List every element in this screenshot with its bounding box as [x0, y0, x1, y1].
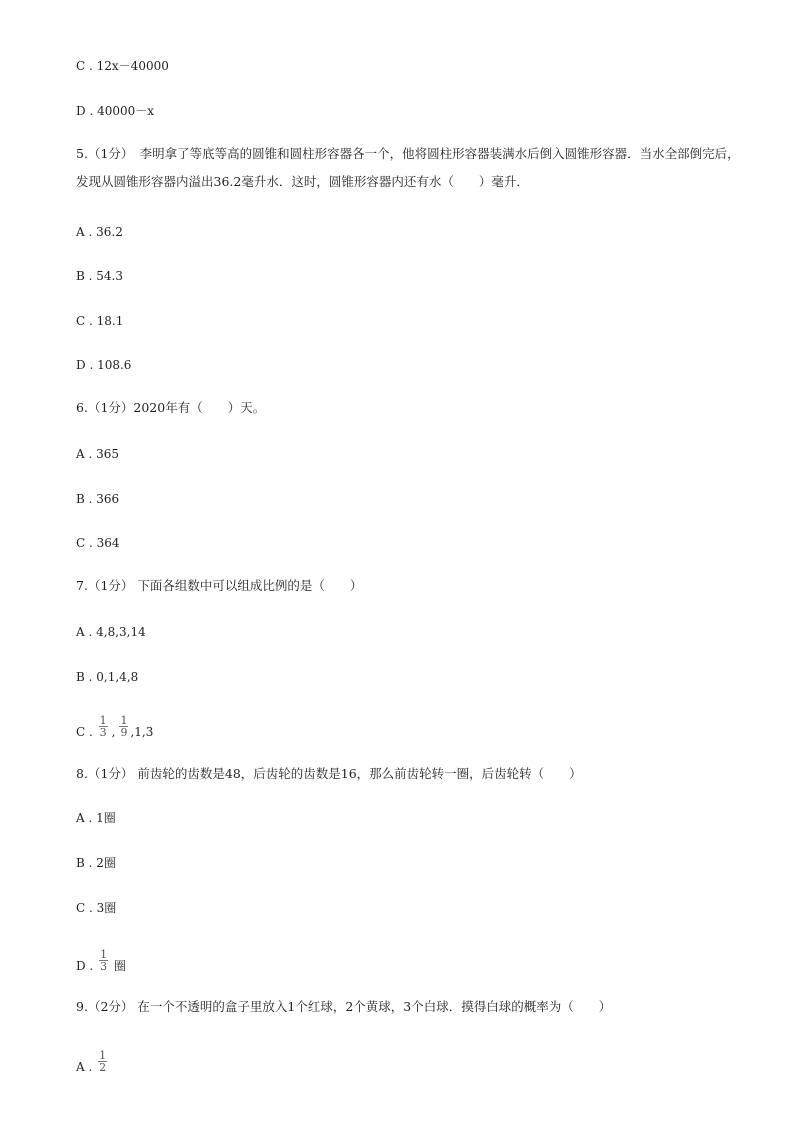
question-text: 2020年有（ ）天。 — [133, 400, 266, 415]
fraction — [98, 1050, 107, 1073]
option-c: C . $\frac{1}{3}$ , $\frac{1}{9}$ ,1,3 — [76, 714, 154, 739]
option-c: C . 3圈 — [76, 901, 117, 915]
question-text: 李明拿了等底等高的圆锥和圆柱形容器各一个，他将圆柱形容器装满水后倒入圆锥形容器．当水全部倒完后，发现从圆锥形容器内溢出36.2毫升水．这时，圆锥形容器内还有水（ ）毫升． — [76, 146, 740, 189]
fraction-denominator: 3 — [99, 726, 107, 739]
fraction-denominator: 3 — [100, 960, 108, 973]
fraction-numerator: 1 — [99, 714, 107, 727]
fraction-numerator: 1 — [100, 948, 108, 961]
option-text: 4,8,3,14 — [96, 625, 146, 639]
option-a: A . 4,8,3,14 — [76, 625, 146, 639]
option-text: 365 — [96, 447, 120, 461]
option-text: ,1,3 — [130, 725, 154, 739]
fraction-denominator: 2 — [99, 1061, 107, 1074]
question-5 — [76, 140, 746, 196]
question-number: 8. — [76, 766, 88, 781]
fraction — [119, 715, 128, 738]
option-text: 40000－x — [97, 104, 155, 118]
option-text: 12x－40000 — [96, 59, 169, 73]
fraction — [99, 715, 108, 738]
question-text: 前齿轮的齿数是48，后齿轮的齿数是16，那么前齿轮转一圈，后齿轮转（ ） — [133, 766, 582, 781]
option-c: C . 18.1 — [76, 314, 124, 328]
option-text: 366 — [96, 492, 120, 506]
question-score: （1分） — [87, 766, 134, 781]
option-a: A . 1圈 — [76, 811, 116, 825]
option-b: B . 54.3 — [76, 269, 123, 283]
option-text: 54.3 — [96, 269, 123, 283]
option-text: 圈 — [113, 959, 126, 973]
option-b: B . 366 — [76, 492, 120, 506]
option-b: B . 2圈 — [76, 856, 116, 870]
option-b: B . 0,1,4,8 — [76, 670, 139, 684]
fraction — [99, 949, 108, 972]
fraction-numerator: 1 — [120, 714, 128, 727]
question-text: 下面各组数中可以组成比例的是（ ） — [133, 578, 363, 593]
question-score: （1分） — [87, 578, 134, 593]
option-text: 36.2 — [96, 225, 123, 239]
question-number: 9. — [76, 999, 88, 1014]
option-text: 0,1,4,8 — [96, 670, 139, 684]
option-c: C . 12x－40000 — [76, 59, 169, 73]
option-text: 3圈 — [96, 901, 117, 915]
option-a: A . 36.2 — [76, 225, 123, 239]
question-6 — [76, 400, 265, 416]
question-number: 5. — [76, 146, 88, 161]
question-number: 7. — [76, 578, 88, 593]
option-text: 2圈 — [96, 856, 116, 870]
option-d: D . $\frac{1}{3}$ 圈 — [76, 948, 126, 973]
question-9 — [76, 999, 611, 1015]
question-score: （1分） — [87, 400, 134, 415]
option-a: A . $\frac{1}{2}$ — [76, 1049, 107, 1074]
fraction-numerator: 1 — [99, 1049, 107, 1062]
separator: , — [111, 725, 116, 739]
question-score: （2分） — [87, 999, 134, 1014]
option-c: C . 364 — [76, 536, 120, 550]
option-text: 1圈 — [96, 811, 116, 825]
question-7 — [76, 578, 362, 594]
option-a: A . 365 — [76, 447, 120, 461]
question-text: 在一个不透明的盒子里放入1个红球，2个黄球，3个白球．摸得白球的概率为（ ） — [133, 999, 612, 1014]
option-text: 108.6 — [97, 358, 132, 372]
fraction-denominator: 9 — [120, 726, 128, 739]
option-text: 18.1 — [96, 314, 124, 328]
question-8 — [76, 766, 582, 782]
option-d: D . 108.6 — [76, 358, 132, 372]
question-number: 6. — [76, 400, 88, 415]
question-score: （1分） — [87, 146, 128, 161]
option-text: 364 — [96, 536, 120, 550]
option-d: D . 40000－x — [76, 104, 155, 118]
